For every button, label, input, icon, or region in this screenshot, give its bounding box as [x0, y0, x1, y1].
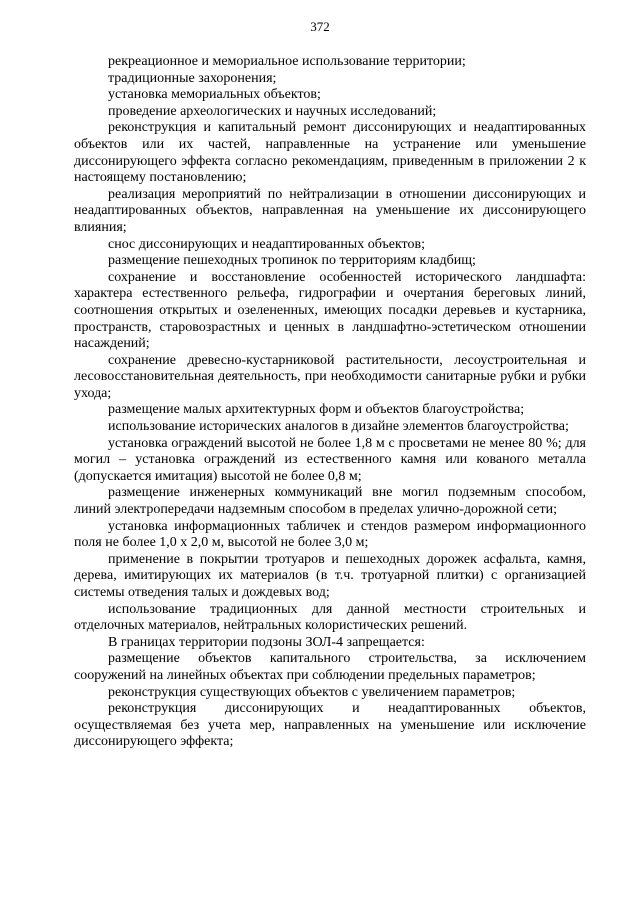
document-body: [74, 54, 586, 751]
paragraph: реконструкция диссонирующих и неадаптированных объектов, осуществляемая без учета мер, направленных на уменьшение или исключение диссонирующего эффекта;: [74, 701, 586, 750]
paragraph: размещение малых архитектурных форм и объектов благоустройства;: [108, 402, 525, 418]
section-heading: В границах территории подзоны ЗОЛ-4 запрещается:: [108, 634, 425, 650]
paragraph: сохранение и восстановление особенностей исторического ландшафта: характера естественного рельефа, гидрографии и очертания береговых линий, соотношения открытых и озелененных, имеющих посадки деревьев и кустарника, пространств, старовозрастных и ценных в ландшафтно-эстетическом отношении насаждений;: [74, 269, 586, 352]
paragraph: установка мемориальных объектов;: [108, 87, 321, 103]
paragraph: применение в покрытии тротуаров и пешеходных дорожек асфальта, камня, дерева, имитирующих их материалов (в т.ч. тротуарной плитки) с организацией системы отведения талых и дождевых вод;: [74, 551, 586, 600]
paragraph: традиционные захоронения;: [108, 70, 277, 86]
page-number: 372: [310, 19, 330, 34]
paragraph: рекреационное и мемориальное использование территории;: [108, 54, 466, 69]
paragraph: использование традиционных для данной местности строительных и отделочных материалов, нейтральных колористических решений.: [74, 601, 586, 634]
paragraph: снос диссонирующих и неадаптированных объектов;: [108, 236, 425, 252]
paragraph: размещение инженерных коммуникаций вне могил подземным способом, линий электропередачи надземным способом в пределах улично-дорожной сети;: [74, 485, 586, 518]
paragraph: установка информационных табличек и стендов размером информационного поля не более 1,0 х 2,0 м, высотой не более 3,0 м;: [74, 518, 586, 551]
paragraph: реконструкция существующих объектов с увеличением параметров;: [108, 684, 516, 700]
paragraph: проведение археологических и научных исследований;: [108, 103, 437, 119]
paragraph: использование исторических аналогов в дизайне элементов благоустройства;: [108, 419, 569, 435]
paragraph: размещение пешеходных тропинок по территориям кладбищ;: [108, 253, 476, 269]
paragraph: реализация мероприятий по нейтрализации в отношении диссонирующих и неадаптированных объектов, направленная на уменьшение их диссонирующего влияния;: [74, 186, 586, 235]
paragraph: сохранение древесно-кустарниковой растительности, лесоустроительная и лесовосстановительная деятельность, при необходимости санитарные рубки и рубки ухода;: [74, 352, 586, 401]
paragraph: реконструкция и капитальный ремонт диссонирующих и неадаптированных объектов или их частей, направленные на устранение или уменьшение диссонирующего эффекта согласно рекомендациям, приведенным в приложении 2 к настоящему постановлению;: [74, 120, 586, 186]
paragraph: размещение объектов капитального строительства, за исключением сооружений на линейных объектах при соблюдении предельных параметров;: [74, 651, 586, 683]
paragraph: установка ограждений высотой не более 1,8 м с просветами не менее 80 %; для могил – установка ограждений из естественного камня или кованого металла (допускается имитация) высотой не более 0,8 м;: [74, 435, 586, 484]
